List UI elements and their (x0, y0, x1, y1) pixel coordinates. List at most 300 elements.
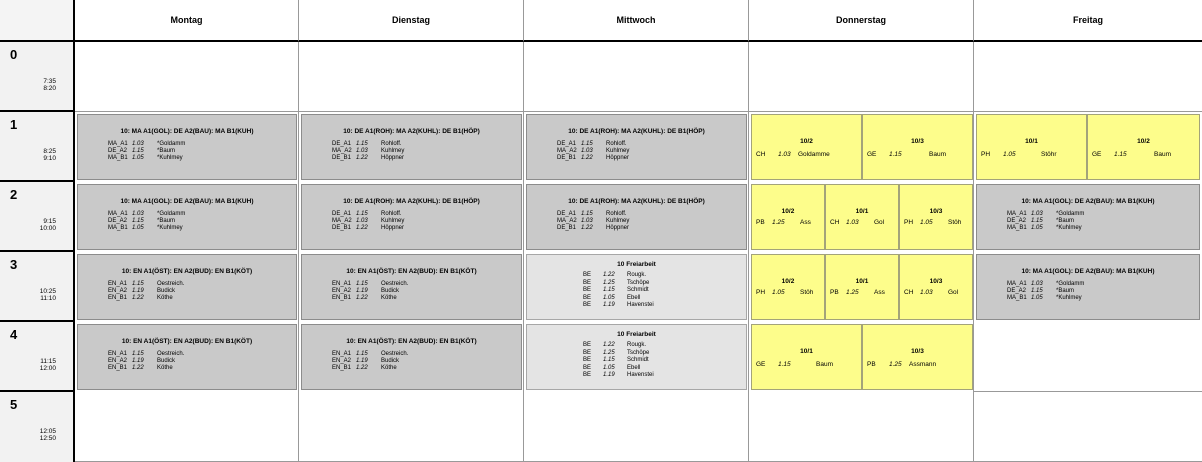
lesson-row (583, 295, 687, 303)
lesson-title: 10: EN A1(ÖST): EN A2(BUD): EN B1(KÖT) (121, 338, 253, 345)
class-label: 10/2 (781, 208, 795, 215)
lesson-row (583, 287, 687, 295)
room: 1.05 (1003, 151, 1016, 158)
lesson-title: 10: MA A1(GOL): DE A2(BAU): MA B1(KUH) (120, 128, 254, 135)
period-number: 4 (10, 327, 18, 342)
room: 1.05 (772, 289, 785, 296)
period-number: 3 (10, 257, 18, 272)
teacher: Kuhlmey (606, 148, 630, 154)
room: 1.22 (356, 155, 368, 161)
lesson-title: 10: MA A1(GOL): DE A2(BAU): MA B1(KUH) (1021, 268, 1155, 275)
room: 1.15 (778, 361, 791, 368)
teacher: Höppner (381, 225, 405, 231)
lesson-block[interactable] (526, 114, 747, 180)
lesson-row (583, 372, 687, 380)
subject: GE (1092, 151, 1102, 158)
teacher: Oestreich. (157, 281, 185, 287)
course: DE_A2 (1007, 288, 1027, 294)
teacher: *Goldamm (1056, 281, 1085, 287)
lesson-block[interactable] (862, 324, 973, 390)
lesson-row (557, 218, 666, 225)
teacher: Köthe (381, 295, 397, 301)
course: BE (583, 357, 592, 364)
teacher: *Kuhlmey (157, 225, 183, 231)
room: 1.15 (1031, 288, 1043, 294)
course: EN_A2 (108, 358, 128, 364)
lesson-title: 10 Freiarbeit (617, 261, 656, 268)
course: DE_A2 (108, 148, 128, 154)
room: 1.15 (581, 141, 593, 147)
class-label: 10/2 (781, 278, 795, 285)
course: DE_A1 (332, 211, 352, 217)
teacher: Baum (1154, 151, 1171, 158)
lesson-block[interactable] (301, 254, 522, 320)
course: MA_A1 (108, 141, 128, 147)
teacher: *Baum (157, 148, 176, 154)
lesson-block-freiarbeit[interactable] (526, 254, 747, 320)
room: 1.03 (581, 148, 593, 154)
empty-slot (75, 42, 299, 112)
teacher: Budick (381, 358, 400, 364)
room: 1.22 (132, 365, 144, 371)
course: DE_B1 (557, 155, 577, 161)
teacher: *Baum (1056, 288, 1075, 294)
empty-slot (974, 322, 1202, 392)
lesson-row (1007, 295, 1116, 302)
period-end: 8:20 (43, 85, 56, 92)
period-end: 10:00 (39, 225, 56, 232)
lesson-row (1007, 218, 1116, 225)
course: DE_B1 (557, 225, 577, 231)
lesson-block[interactable] (825, 184, 899, 250)
lesson-row (557, 141, 666, 148)
teacher: Assmann (909, 361, 937, 368)
lesson-row (108, 288, 217, 295)
class-label: 10/3 (911, 138, 924, 145)
period-end: 12:00 (39, 365, 56, 372)
lesson-row (583, 302, 687, 310)
class-label: 10/3 (929, 208, 943, 215)
room: 1.25 (889, 361, 902, 368)
room: 1.15 (356, 281, 368, 287)
empty-slot (524, 392, 749, 462)
lesson-row (108, 225, 217, 232)
class-label: 10/2 (1137, 138, 1150, 145)
teacher: Ass (874, 289, 885, 296)
class-label: 10/1 (1025, 138, 1038, 145)
room: 1.22 (356, 295, 368, 301)
teacher: *Baum (157, 218, 176, 224)
day-header-mittwoch (524, 0, 749, 42)
subject: CH (756, 151, 766, 158)
lesson-row (1007, 211, 1116, 218)
course: EN_B1 (108, 365, 128, 371)
room: 1.19 (356, 358, 368, 364)
subject: CH (904, 289, 914, 296)
empty-slot (749, 42, 974, 112)
lesson-row (332, 211, 441, 218)
lesson-row (332, 358, 441, 365)
lesson-row (332, 365, 441, 372)
course: BE (583, 272, 592, 278)
teacher: Rougk. (627, 272, 647, 278)
period-start: 12:05 (39, 428, 56, 435)
teacher: Rohloff. (606, 211, 627, 217)
room: 1.05 (603, 364, 615, 371)
period-start: 11:15 (40, 358, 56, 365)
teacher: Gol (874, 219, 885, 226)
day-header-donnerstag (749, 0, 974, 42)
empty-slot (749, 392, 974, 462)
course: BE (583, 279, 592, 286)
teacher: Rohloff. (606, 141, 627, 147)
lesson-row (108, 351, 217, 358)
lesson-row (583, 280, 687, 288)
lesson-block[interactable] (751, 254, 825, 320)
room: 1.22 (603, 272, 615, 278)
teacher: Ass (800, 219, 811, 226)
teacher: Oestreich. (381, 351, 409, 357)
room: 1.03 (581, 218, 593, 224)
period-number: 5 (10, 397, 18, 412)
course: BE (583, 372, 592, 379)
teacher: Ebell (627, 294, 641, 301)
course: DE_B1 (332, 225, 352, 231)
teacher: Schmidt (627, 357, 649, 364)
class-label: 10/3 (929, 278, 943, 285)
class-label: 10/1 (855, 208, 869, 215)
course: BE (583, 302, 592, 309)
course: DE_A1 (557, 141, 577, 147)
room: 1.05 (132, 225, 144, 231)
lesson-title: 10: EN A1(ÖST): EN A2(BUD): EN B1(KÖT) (346, 268, 477, 275)
lesson-block[interactable] (751, 184, 825, 250)
lesson-block[interactable] (899, 184, 973, 250)
lesson-title: 10: MA A1(GOL): DE A2(BAU): MA B1(KUH) (1021, 198, 1155, 205)
teacher: *Baum (1056, 218, 1075, 224)
empty-slot (299, 392, 524, 462)
room: 1.03 (132, 141, 144, 147)
teacher: Oestreich. (157, 351, 185, 357)
room: 1.05 (132, 155, 144, 161)
room: 1.19 (603, 372, 615, 379)
teacher: Höppner (381, 155, 405, 161)
course: DE_B1 (332, 155, 352, 161)
header-corner (0, 0, 75, 42)
subject: PB (756, 219, 765, 226)
room: 1.15 (356, 351, 368, 357)
column-divider (748, 42, 749, 462)
teacher: Höppner (606, 225, 630, 231)
course: EN_A1 (332, 281, 352, 287)
lesson-block[interactable] (77, 324, 297, 390)
teacher: Höppner (606, 155, 630, 161)
lesson-block[interactable] (976, 184, 1200, 250)
empty-slot (299, 42, 524, 112)
lesson-title: 10: DE A1(ROH): MA A2(KUHL): DE B1(HÖP) (568, 198, 705, 205)
lesson-row (332, 225, 441, 232)
subject: GE (867, 151, 877, 158)
teacher: Tschöpe (627, 279, 650, 286)
room: 1.05 (603, 294, 615, 301)
room: 1.15 (1114, 151, 1127, 158)
room: 1.03 (132, 211, 144, 217)
room: 1.15 (132, 148, 144, 154)
period-end: 9:10 (43, 155, 56, 162)
teacher: Schmidt (627, 287, 649, 294)
lesson-row (332, 141, 441, 148)
course: EN_A1 (108, 281, 128, 287)
room: 1.22 (581, 155, 593, 161)
lesson-block[interactable] (77, 254, 297, 320)
room: 1.15 (132, 351, 144, 357)
lesson-block[interactable] (526, 184, 747, 250)
lesson-block[interactable] (77, 114, 297, 180)
period-number: 1 (10, 117, 18, 132)
room: 1.15 (1031, 218, 1043, 224)
lesson-row (332, 295, 441, 302)
lesson-row (108, 281, 217, 288)
course: EN_A2 (108, 288, 128, 294)
lesson-row (108, 365, 217, 372)
room: 1.05 (1031, 295, 1043, 301)
room: 1.03 (356, 218, 368, 224)
teacher: Kuhlmey (381, 218, 405, 224)
teacher: Rohloff. (381, 141, 402, 147)
lesson-row (332, 281, 441, 288)
room: 1.15 (889, 151, 902, 158)
lesson-row (332, 288, 441, 295)
lesson-title: 10: MA A1(GOL): DE A2(BAU): MA B1(KUH) (120, 198, 254, 205)
subject: CH (830, 219, 840, 226)
teacher: Stöhr (1041, 151, 1057, 158)
period-number: 0 (10, 47, 18, 62)
teacher: Köthe (381, 365, 397, 371)
course: MA_A2 (557, 148, 577, 154)
room: 1.19 (603, 302, 615, 309)
lesson-row (332, 155, 441, 162)
day-label: Montag (170, 15, 203, 25)
teacher: *Kuhlmey (157, 155, 183, 161)
teacher: Havenstei (627, 302, 654, 309)
course: MA_A1 (1007, 281, 1027, 287)
lesson-title: 10: EN A1(ÖST): EN A2(BUD): EN B1(KÖT) (121, 268, 253, 275)
subject: PH (904, 219, 914, 226)
teacher: Havenstei (627, 372, 654, 379)
course: EN_A1 (108, 351, 128, 357)
lesson-block[interactable] (751, 324, 862, 390)
room: 1.22 (581, 225, 593, 231)
course: MA_B1 (1007, 225, 1027, 231)
lesson-block[interactable] (301, 184, 522, 250)
lesson-row (108, 358, 217, 365)
period-start: 7:35 (43, 78, 56, 85)
course: EN_A2 (332, 358, 352, 364)
period-end: 12:50 (39, 435, 56, 442)
teacher: *Kuhlmey (1056, 225, 1082, 231)
lesson-title: 10: DE A1(ROH): MA A2(KUHL): DE B1(HÖP) (343, 128, 480, 135)
teacher: Rohloff. (381, 211, 402, 217)
subject: PB (867, 361, 876, 368)
day-header-freitag (974, 0, 1202, 42)
course: MA_A1 (108, 211, 128, 217)
period-5 (0, 392, 75, 462)
lesson-block[interactable] (751, 114, 862, 180)
empty-slot (75, 392, 299, 462)
lesson-block[interactable] (976, 254, 1200, 320)
subject: GE (756, 361, 766, 368)
course: DE_A2 (1007, 218, 1027, 224)
course: DE_A1 (557, 211, 577, 217)
room: 1.05 (1031, 225, 1043, 231)
lesson-row (332, 148, 441, 155)
period-number: 2 (10, 187, 18, 202)
lesson-row (583, 357, 687, 365)
empty-slot (974, 42, 1202, 112)
course: DE_A2 (108, 218, 128, 224)
class-label: 10/1 (800, 348, 813, 355)
teacher: Stöh (800, 289, 814, 296)
lesson-block[interactable] (825, 254, 899, 320)
course: EN_B1 (332, 295, 352, 301)
room: 1.22 (603, 342, 615, 348)
room: 1.15 (132, 281, 144, 287)
lesson-block[interactable] (301, 114, 522, 180)
room: 1.03 (1031, 281, 1043, 287)
lesson-block-freiarbeit[interactable] (526, 324, 747, 390)
subject: PH (756, 289, 766, 296)
course: BE (583, 349, 592, 356)
day-label: Dienstag (391, 15, 430, 25)
teacher: *Goldamm (1056, 211, 1085, 217)
period-start: 9:15 (43, 218, 56, 225)
teacher: Köthe (157, 295, 173, 301)
room: 1.15 (603, 357, 615, 364)
lesson-row (108, 211, 217, 218)
lesson-row (557, 211, 666, 218)
teacher: Kuhlmey (606, 218, 630, 224)
lesson-row (108, 295, 217, 302)
period-4 (0, 322, 75, 392)
teacher: Oestreich. (381, 281, 409, 287)
lesson-title: 10: DE A1(ROH): MA A2(KUHL): DE B1(HÖP) (568, 128, 705, 135)
teacher: *Kuhlmey (1056, 295, 1082, 301)
lesson-row (583, 272, 687, 280)
teacher: Kuhlmey (381, 148, 405, 154)
lesson-row (108, 218, 217, 225)
room: 1.19 (356, 288, 368, 294)
teacher: Ebell (627, 364, 641, 371)
day-label: Donnerstag (835, 15, 886, 25)
course: MA_B1 (108, 225, 128, 231)
course: EN_B1 (108, 295, 128, 301)
empty-slot (524, 42, 749, 112)
lesson-row (332, 218, 441, 225)
room: 1.15 (356, 141, 368, 147)
course: EN_A2 (332, 288, 352, 294)
lesson-row (1007, 288, 1116, 295)
course: MA_B1 (108, 155, 128, 161)
room: 1.03 (1031, 211, 1043, 217)
lesson-title: 10: EN A1(ÖST): EN A2(BUD): EN B1(KÖT) (346, 338, 477, 345)
lesson-row (557, 225, 666, 232)
period-2 (0, 182, 75, 252)
lesson-row (583, 365, 687, 373)
room: 1.15 (132, 218, 144, 224)
lesson-row (108, 141, 217, 148)
course: MA_A2 (332, 218, 352, 224)
lesson-row (332, 351, 441, 358)
lesson-block[interactable] (77, 184, 297, 250)
lesson-row (583, 342, 687, 350)
period-0 (0, 42, 75, 112)
course: EN_A1 (332, 351, 352, 357)
lesson-block[interactable] (976, 114, 1087, 180)
room: 1.15 (581, 211, 593, 217)
lesson-block[interactable] (1087, 114, 1200, 180)
lesson-block[interactable] (899, 254, 973, 320)
lesson-title: 10: DE A1(ROH): MA A2(KUHL): DE B1(HÖP) (343, 198, 480, 205)
lesson-title: 10 Freiarbeit (617, 331, 656, 338)
subject: PH (981, 151, 991, 158)
course: BE (583, 294, 592, 301)
teacher: Baum (929, 151, 946, 158)
course: EN_B1 (332, 365, 352, 371)
teacher: Tschöpe (627, 349, 650, 356)
room: 1.22 (132, 295, 144, 301)
day-label: Mittwoch (616, 15, 656, 25)
period-start: 8:25 (43, 148, 56, 155)
room: 1.03 (846, 219, 859, 226)
room: 1.15 (603, 287, 615, 294)
lesson-row (1007, 225, 1116, 232)
period-start: 10:25 (39, 288, 56, 295)
day-header-montag (75, 0, 299, 42)
column-divider (523, 42, 524, 462)
room: 1.15 (356, 211, 368, 217)
room: 1.25 (603, 349, 615, 356)
course: BE (583, 364, 592, 371)
room: 1.19 (132, 288, 144, 294)
course: MA_B1 (1007, 295, 1027, 301)
subject: PB (830, 289, 839, 296)
period-3 (0, 252, 75, 322)
lesson-block[interactable] (301, 324, 522, 390)
column-divider (298, 42, 299, 462)
room: 1.25 (772, 219, 785, 226)
room: 1.03 (920, 289, 933, 296)
lesson-row (108, 155, 217, 162)
lesson-block[interactable] (862, 114, 973, 180)
teacher: *Goldamm (157, 211, 186, 217)
teacher: Köthe (157, 365, 173, 371)
empty-slot (974, 392, 1202, 462)
class-label: 10/2 (800, 138, 813, 145)
course: MA_A2 (557, 218, 577, 224)
lesson-row (1007, 281, 1116, 288)
class-label: 10/1 (855, 278, 869, 285)
day-label: Freitag (1072, 15, 1103, 25)
class-label: 10/3 (911, 348, 924, 355)
course: MA_A2 (332, 148, 352, 154)
lesson-row (583, 350, 687, 358)
room: 1.03 (356, 148, 368, 154)
teacher: Goldamme (798, 151, 830, 158)
period-end: 11:10 (40, 295, 56, 302)
room: 1.22 (356, 225, 368, 231)
teacher: Budick (157, 358, 176, 364)
room: 1.03 (778, 151, 791, 158)
